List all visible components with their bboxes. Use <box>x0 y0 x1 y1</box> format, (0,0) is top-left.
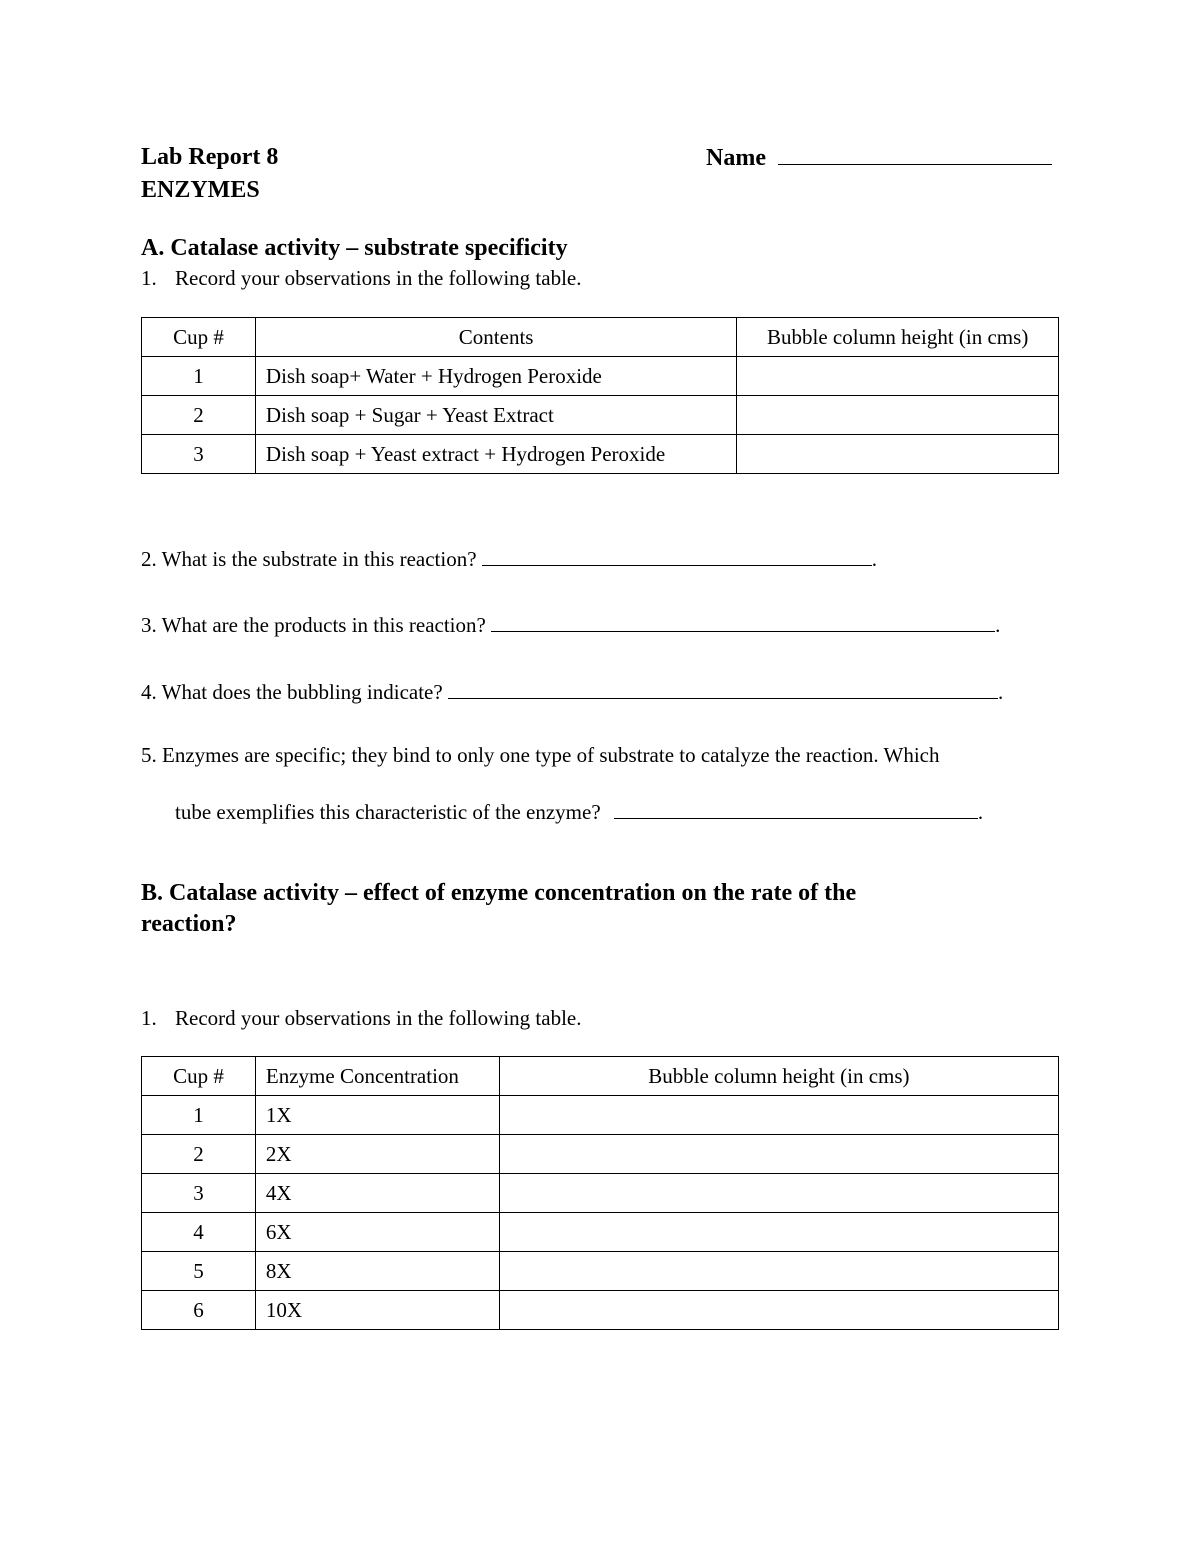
q4-text: 4. What does the bubbling indicate? <box>141 680 443 704</box>
concentration-cell: 2X <box>255 1135 499 1174</box>
height-cell[interactable] <box>499 1135 1058 1174</box>
q5-period: . <box>977 800 984 824</box>
table-header-row <box>142 318 1059 357</box>
name-label: Name <box>706 145 766 171</box>
height-cell[interactable] <box>499 1096 1058 1135</box>
q2-answer-blank[interactable] <box>482 545 872 566</box>
concentration-cell: 1X <box>255 1096 499 1135</box>
q5-line1: 5. Enzymes are specific; they bind to only one type of substrate to catalyze the reaction. Which <box>141 743 940 767</box>
height-cell[interactable] <box>499 1174 1058 1213</box>
q3-period: . <box>995 613 1001 637</box>
concentration-cell: 6X <box>255 1213 499 1252</box>
name-field-row <box>706 144 1052 172</box>
concentration-cell: 8X <box>255 1252 499 1291</box>
cup-cell: 5 <box>142 1252 256 1291</box>
q4-row <box>141 678 1003 705</box>
col-header-concentration: Enzyme Concentration <box>255 1057 499 1096</box>
table-substrate <box>141 317 1059 474</box>
section-b-heading: B. Catalase activity – effect of enzyme concentration on the rate of the <box>141 880 857 906</box>
height-cell[interactable] <box>737 396 1059 435</box>
cup-cell: 3 <box>142 1174 256 1213</box>
height-cell[interactable] <box>499 1291 1058 1330</box>
col-header-cup: Cup # <box>142 1057 256 1096</box>
table-concentration <box>141 1056 1059 1330</box>
table-row <box>142 1174 1059 1213</box>
q4-period: . <box>997 680 1004 704</box>
table-header-row <box>142 1057 1059 1096</box>
concentration-cell: 10X <box>255 1291 499 1330</box>
table-row <box>142 1135 1059 1174</box>
col-header-cup: Cup # <box>142 318 256 357</box>
q3-answer-blank[interactable] <box>491 611 995 632</box>
q2-row <box>141 545 877 572</box>
cup-cell: 3 <box>142 435 256 474</box>
cup-cell: 6 <box>142 1291 256 1330</box>
table-row <box>142 1252 1059 1291</box>
b-q1-text: Record your observations in the following table. <box>175 1006 582 1030</box>
table-row <box>142 357 1059 396</box>
contents-cell: Dish soap+ Water + Hydrogen Peroxide <box>255 357 736 396</box>
col-header-height: Bubble column height (in cms) <box>737 318 1059 357</box>
col-header-height: Bubble column height (in cms) <box>499 1057 1058 1096</box>
table-row <box>142 1213 1059 1252</box>
report-subtitle: ENZYMES <box>141 177 260 203</box>
q1-number: 1. <box>141 266 157 290</box>
q2-text: 2. What is the substrate in this reaction? <box>141 547 477 571</box>
height-cell[interactable] <box>737 435 1059 474</box>
table-row <box>142 1096 1059 1135</box>
cup-cell: 1 <box>142 357 256 396</box>
report-title: Lab Report 8 <box>141 144 279 170</box>
name-blank[interactable] <box>778 144 1052 165</box>
section-b-q1 <box>141 1006 582 1031</box>
q5-answer-blank[interactable] <box>614 798 978 819</box>
cup-cell: 2 <box>142 396 256 435</box>
table-row <box>142 396 1059 435</box>
q1-text: Record your observations in the following table. <box>175 266 582 290</box>
q3-row <box>141 611 1000 638</box>
q4-answer-blank[interactable] <box>448 678 998 699</box>
cup-cell: 1 <box>142 1096 256 1135</box>
col-header-contents: Contents <box>255 318 736 357</box>
concentration-cell: 4X <box>255 1174 499 1213</box>
q2-period: . <box>871 547 878 571</box>
q5-line2: tube exemplifies this characteristic of the enzyme? <box>175 800 601 824</box>
section-b-heading-cont: reaction? <box>141 911 237 937</box>
table-row <box>142 435 1059 474</box>
b-q1-number: 1. <box>141 1006 157 1030</box>
q3-text: 3. What are the products in this reaction? <box>141 613 486 637</box>
contents-cell: Dish soap + Yeast extract + Hydrogen Peroxide <box>255 435 736 474</box>
cup-cell: 4 <box>142 1213 256 1252</box>
height-cell[interactable] <box>737 357 1059 396</box>
height-cell[interactable] <box>499 1252 1058 1291</box>
cup-cell: 2 <box>142 1135 256 1174</box>
table-row <box>142 1291 1059 1330</box>
height-cell[interactable] <box>499 1213 1058 1252</box>
q5-row <box>175 798 983 825</box>
section-a-heading: A. Catalase activity – substrate specificity <box>141 235 568 261</box>
contents-cell: Dish soap + Sugar + Yeast Extract <box>255 396 736 435</box>
section-a-q1 <box>141 266 582 291</box>
